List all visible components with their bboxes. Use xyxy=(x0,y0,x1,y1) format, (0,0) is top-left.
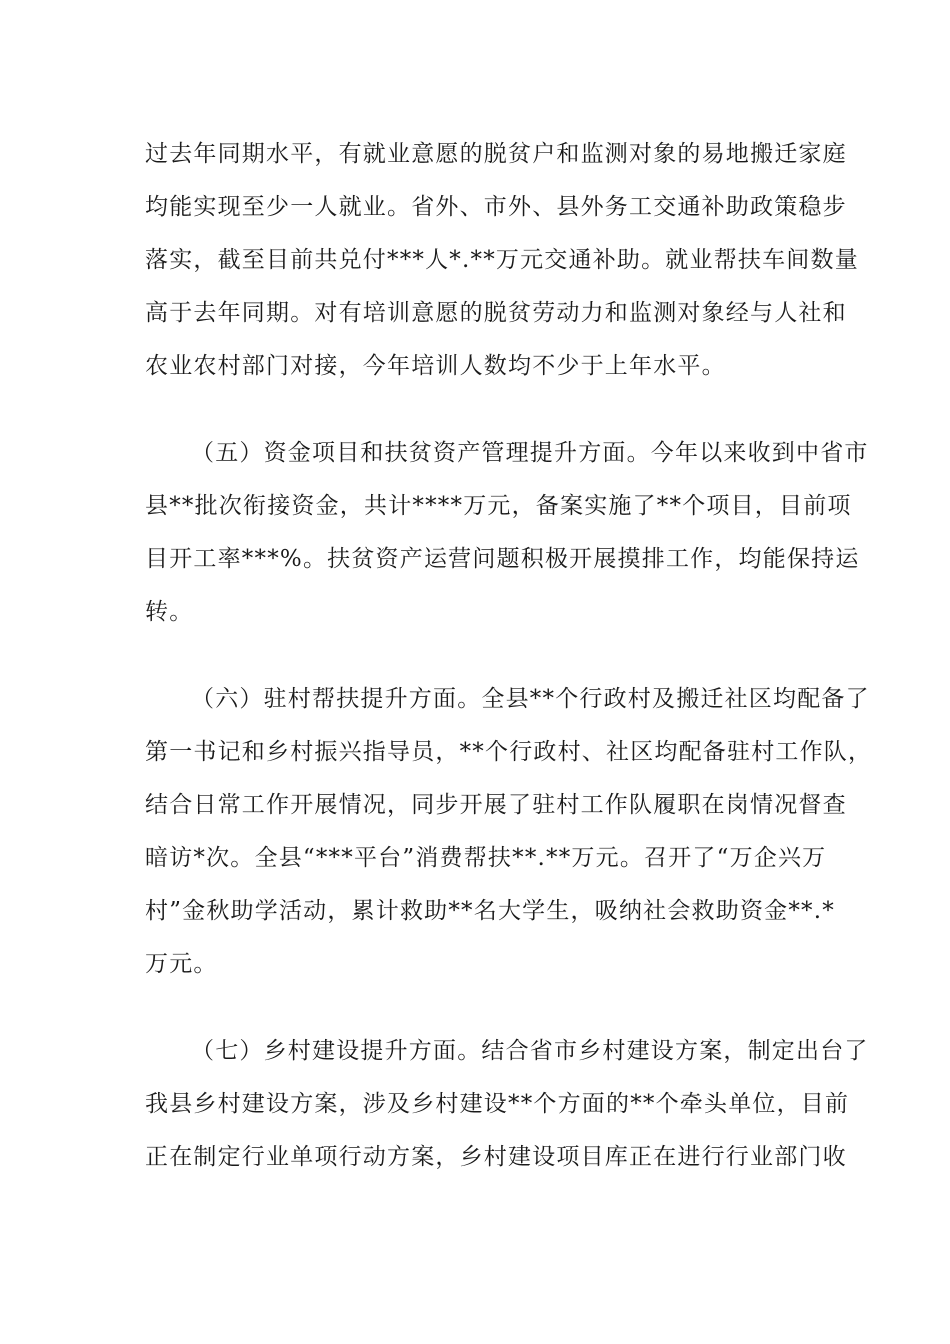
text-line: 目开工率***%。扶贫资产运营问题积极开展摸排工作，均能保持运 xyxy=(145,546,860,572)
text-line: 万元。 xyxy=(145,951,218,977)
text-line: 暗访*次。全县“***平台”消费帮扶**.**万元。召开了“万企兴万 xyxy=(145,845,827,871)
text-line: （五）资金项目和扶贫资产管理提升方面。今年以来收到中省市 xyxy=(191,440,869,466)
paragraph-spacer xyxy=(145,393,805,427)
text-line: 均能实现至少一人就业。省外、市外、县外务工交通补助政策稳步 xyxy=(145,194,847,220)
text-line: 过去年同期水平，有就业意愿的脱贫户和监测对象的易地搬迁家庭 xyxy=(145,141,847,167)
paragraph-funds-projects xyxy=(145,427,869,639)
paragraph-village-assistance xyxy=(145,673,873,991)
text-line: 正在制定行业单项行动方案，乡村建设项目库正在进行行业部门收 xyxy=(145,1144,847,1170)
text-line: （七）乡村建设提升方面。结合省市乡村建设方案，制定出台了 xyxy=(191,1038,869,1064)
text-line: 农业农村部门对接，今年培训人数均不少于上年水平。 xyxy=(145,353,726,379)
text-line: 落实，截至目前共兑付***人*.**万元交通补助。就业帮扶车间数量 xyxy=(145,247,859,273)
paragraph-rural-construction xyxy=(145,1025,869,1184)
text-line: 县**批次衔接资金，共计****万元，备案实施了**个项目，目前项 xyxy=(145,493,852,519)
paragraph-spacer xyxy=(145,991,805,1025)
text-line: 村”金秋助学活动，累计救助**名大学生，吸纳社会救助资金**.* xyxy=(145,898,835,924)
text-line: （六）驻村帮扶提升方面。全县**个行政村及搬迁社区均配备了 xyxy=(191,686,870,712)
text-line: 我县乡村建设方案，涉及乡村建设**个方面的**个牵头单位，目前 xyxy=(145,1091,850,1117)
paragraph-spacer xyxy=(145,639,805,673)
text-line: 第一书记和乡村振兴指导员，**个行政村、社区均配备驻村工作队， xyxy=(145,739,873,765)
paragraph-employment xyxy=(145,128,859,393)
text-line: 结合日常工作开展情况，同步开展了驻村工作队履职在岗情况督查 xyxy=(145,792,847,818)
text-line: 高于去年同期。对有培训意愿的脱贫劳动力和监测对象经与人社和 xyxy=(145,300,847,326)
text-line: 转。 xyxy=(145,599,194,625)
document-body xyxy=(145,128,873,1184)
